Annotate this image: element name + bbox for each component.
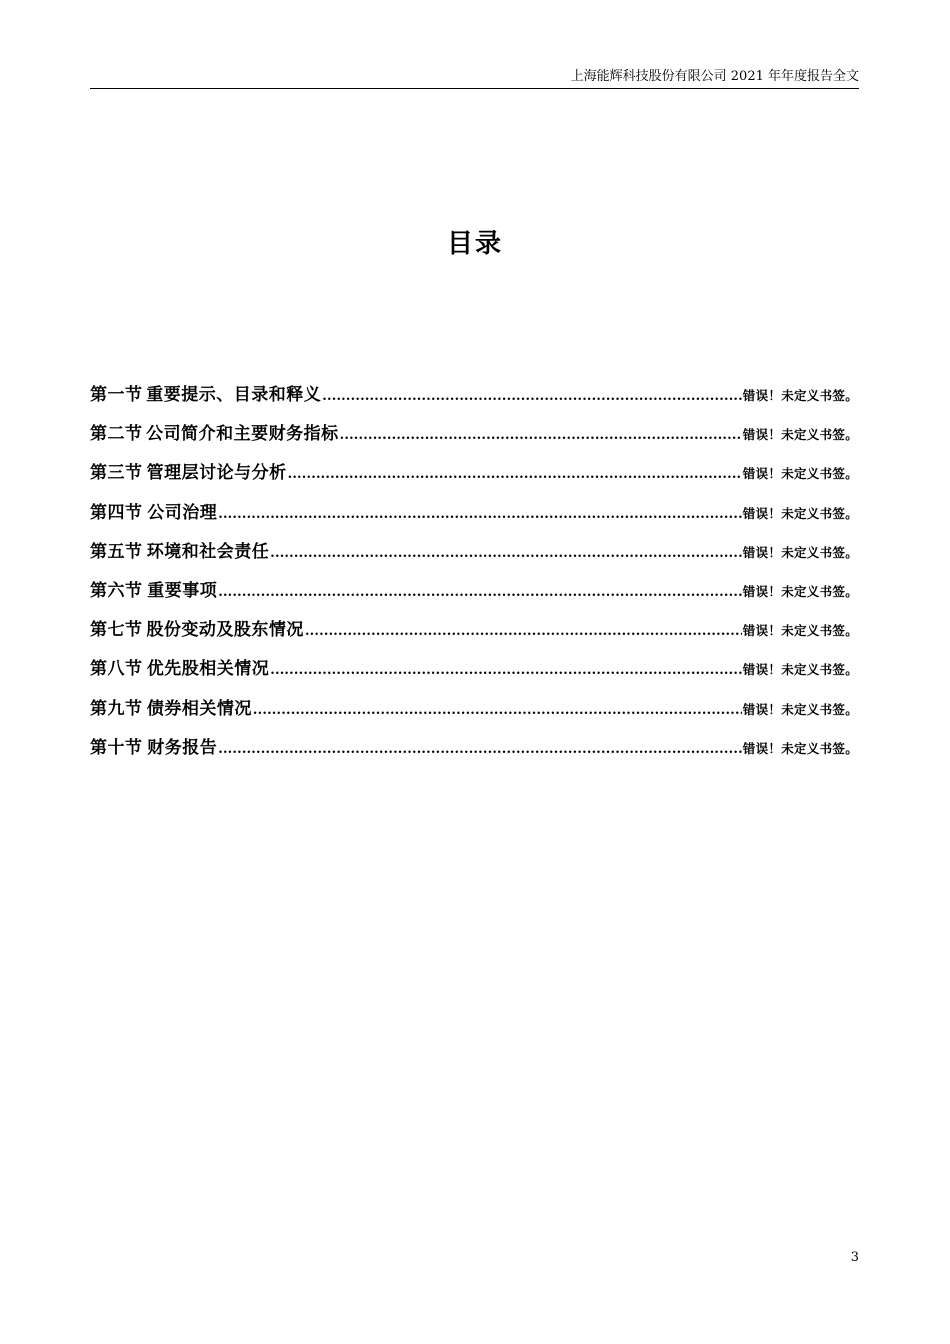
toc-entry-section-7[interactable]: [90, 615, 858, 654]
toc-page-reference: 错误！未定义书签。: [742, 544, 858, 560]
toc-entry-section-10[interactable]: [90, 733, 858, 772]
toc-page-reference: 错误！未定义书签。: [742, 505, 858, 521]
toc-section-number: 第八节: [90, 659, 143, 680]
toc-dot-leader: [218, 507, 742, 522]
toc-page-reference: 错误！未定义书签。: [742, 466, 858, 482]
page-title: 目录: [446, 229, 503, 259]
toc-section-heading: 优先股相关情况: [146, 659, 270, 680]
toc-page-reference: 错误！未定义书签。: [742, 662, 858, 678]
toc-section-heading: 管理层讨论与分析: [146, 463, 287, 484]
toc-page-reference: 错误！未定义书签。: [742, 583, 858, 599]
toc-section-heading: 财务报告: [147, 737, 218, 758]
toc-entry-section-6[interactable]: [90, 576, 858, 615]
toc-section-number: 第七节: [90, 620, 143, 641]
toc-section-heading: 环境和社会责任: [146, 541, 270, 562]
toc-section-heading: 重要事项: [147, 580, 218, 601]
toc-entry-section-5[interactable]: [90, 537, 858, 576]
toc-page-reference: 错误！未定义书签。: [742, 623, 858, 639]
toc-dot-leader: [288, 467, 742, 482]
table-of-contents: [90, 380, 858, 772]
toc-section-heading: 股份变动及股东情况: [146, 620, 304, 641]
page-number: 3: [850, 1250, 859, 1265]
toc-dot-leader: [322, 389, 742, 404]
toc-entry-section-9[interactable]: [90, 694, 858, 733]
toc-dot-leader: [305, 624, 742, 639]
toc-dot-leader: [340, 428, 742, 443]
toc-dot-leader: [253, 703, 742, 718]
toc-section-heading: 重要提示、目录和释义: [146, 385, 322, 405]
toc-section-number: 第四节: [90, 502, 143, 523]
toc-section-number: 第六节: [90, 580, 143, 601]
toc-section-number: 第五节: [90, 541, 143, 562]
toc-page-reference: 错误！未定义书签。: [742, 388, 858, 403]
toc-entry-section-3[interactable]: [90, 458, 858, 497]
toc-page-reference: 错误！未定义书签。: [742, 427, 858, 443]
header-text: 上海能辉科技股份有限公司 2021 年年度报告全文: [570, 69, 859, 84]
toc-section-number: 第三节: [90, 463, 143, 484]
toc-dot-leader: [218, 585, 742, 600]
toc-entry-section-2[interactable]: [90, 419, 858, 458]
toc-section-heading: 公司治理: [147, 502, 218, 523]
toc-dot-leader: [270, 546, 742, 561]
toc-page-reference: 错误！未定义书签。: [742, 701, 858, 717]
page-header: [90, 64, 859, 89]
toc-dot-leader: [218, 742, 742, 757]
toc-dot-leader: [270, 663, 742, 678]
toc-section-number: 第十节: [90, 737, 143, 758]
toc-section-number: 第一节: [90, 385, 143, 405]
toc-entry-section-1[interactable]: [90, 380, 858, 419]
toc-section-heading: 公司简介和主要财务指标: [146, 424, 339, 445]
toc-section-number: 第二节: [90, 424, 143, 445]
toc-page-reference: 错误！未定义书签。: [742, 740, 858, 756]
toc-entry-section-8[interactable]: [90, 654, 858, 693]
toc-entry-section-4[interactable]: [90, 498, 858, 537]
toc-section-number: 第九节: [90, 698, 143, 719]
toc-section-heading: 债券相关情况: [146, 698, 252, 719]
